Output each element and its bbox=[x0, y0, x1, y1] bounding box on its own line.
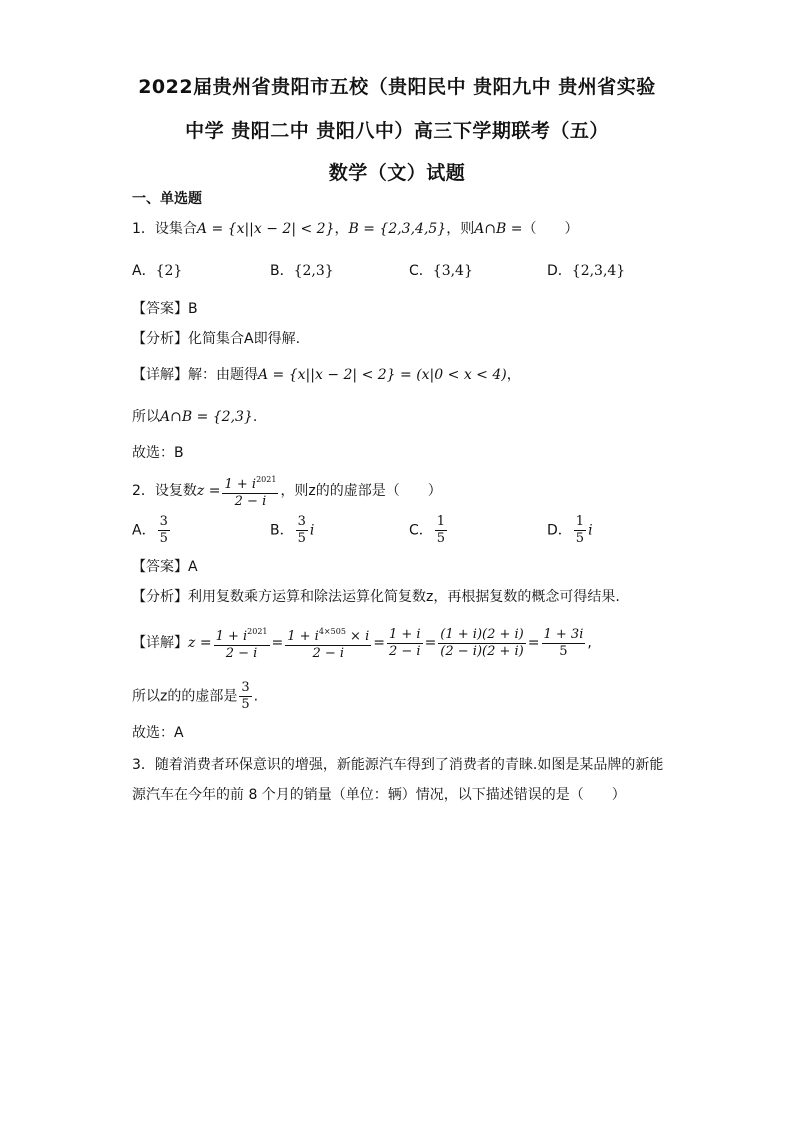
q1-set-a: A = {x||x − 2| < 2} bbox=[196, 221, 335, 237]
conclusion-text: 所以z的的虚部是 bbox=[132, 688, 238, 705]
q1-option-b bbox=[270, 260, 334, 280]
detail-tag: 【详解】 bbox=[132, 635, 188, 651]
detail-z: z = bbox=[188, 635, 212, 651]
q1-expr: A∩B = bbox=[474, 221, 523, 237]
frac-num: 1 + i bbox=[287, 629, 319, 644]
option-value: {2,3,4} bbox=[571, 263, 626, 279]
option-letter: C． bbox=[409, 263, 433, 279]
q2-option-a bbox=[132, 514, 172, 547]
option-value: {2,3} bbox=[293, 263, 334, 279]
option-letter: B． bbox=[270, 263, 294, 279]
q2-conclusion bbox=[132, 680, 258, 713]
q2-option-d bbox=[547, 514, 593, 547]
frac-num: 1 + i bbox=[388, 626, 421, 642]
analysis-text: 化简集合A即得解. bbox=[188, 331, 301, 347]
answer-tag: 【答案】 bbox=[132, 559, 188, 575]
frac-den: (2 − i)(2 + i) bbox=[440, 643, 524, 659]
q2-choice: 故选：A bbox=[132, 725, 184, 741]
option-den: 5 bbox=[575, 531, 585, 546]
q1-option-d bbox=[547, 260, 625, 280]
frac-den: 2 − i bbox=[388, 643, 421, 659]
q1-analysis bbox=[132, 328, 300, 348]
frac-num: 1 + 3i bbox=[543, 626, 584, 642]
option-num: 1 bbox=[575, 514, 585, 529]
conclusion-math: A∩B = {2,3} bbox=[160, 409, 253, 425]
frac-sup: 2021 bbox=[247, 627, 268, 636]
q1-detail bbox=[132, 364, 521, 384]
q1-option-a bbox=[132, 260, 182, 280]
frac-num: (1 + i)(2 + i) bbox=[440, 626, 524, 642]
frac-den: 2 − i bbox=[225, 646, 258, 661]
frac-den: 2 − i bbox=[312, 646, 345, 661]
detail-end: ， bbox=[506, 367, 521, 383]
option-value: {3,4} bbox=[432, 263, 473, 279]
q2-answer bbox=[132, 556, 198, 576]
conclusion-text: 所以 bbox=[132, 409, 160, 425]
q2-frac-num: 1 + i bbox=[224, 477, 257, 492]
q2-prefix: 2．设复数 bbox=[132, 483, 197, 499]
option-unit: i bbox=[309, 522, 315, 539]
answer-value: A bbox=[188, 559, 198, 575]
q2-fraction bbox=[222, 472, 278, 510]
detail-frac-2 bbox=[285, 624, 371, 662]
analysis-tag: 【分析】 bbox=[132, 331, 188, 347]
option-letter: C． bbox=[409, 522, 433, 539]
detail-frac-1 bbox=[214, 624, 270, 662]
conclusion-end: . bbox=[252, 409, 258, 425]
option-den: 5 bbox=[159, 531, 168, 546]
q2-frac-den: 2 − i bbox=[234, 494, 267, 509]
detail-text: 解：由题得 bbox=[188, 367, 258, 383]
conclusion-end: . bbox=[253, 688, 259, 705]
detail-frac-4 bbox=[438, 627, 525, 660]
title-line-1: 2022届贵州省贵阳市五校（贵阳民中 贵阳九中 贵州省实验 bbox=[138, 76, 656, 98]
detail-tag: 【详解】 bbox=[132, 367, 188, 383]
question-3-line-1: 3．随着消费者环保意识的增强，新能源汽车得到了消费者的青睐.如图是某品牌的新能 bbox=[132, 757, 664, 773]
detail-frac-5 bbox=[542, 627, 586, 660]
frac-sup: 4×505 bbox=[318, 627, 346, 636]
analysis-tag: 【分析】 bbox=[132, 589, 188, 605]
answer-tag: 【答案】 bbox=[132, 301, 188, 317]
option-num: 1 bbox=[436, 514, 446, 529]
option-num: 3 bbox=[297, 514, 306, 529]
section-heading: 一、单选题 bbox=[132, 191, 202, 207]
conclusion-den: 5 bbox=[241, 697, 250, 712]
option-letter: B． bbox=[270, 522, 294, 539]
q1-sep: ， bbox=[334, 221, 349, 237]
q1-paren: （ ） bbox=[522, 221, 579, 237]
conclusion-num: 3 bbox=[241, 680, 250, 695]
answer-value: B bbox=[188, 301, 198, 317]
option-letter: D． bbox=[547, 263, 572, 279]
option-letter: A． bbox=[132, 522, 156, 539]
q2-option-c bbox=[409, 514, 449, 547]
q1-choice: 故选：B bbox=[132, 445, 184, 461]
title-line-3: 数学（文）试题 bbox=[328, 162, 466, 184]
q1-conclusion bbox=[132, 406, 257, 426]
detail-frac-3 bbox=[387, 627, 423, 660]
q2-detail: 【详解】z = $\frac{1 + i^{2021}}{2 - i}$ = $\frac{1 + i^{4\times 505} \times i}{2 - i}$ = $\frac{1 + i}{2 - i}$ = $\frac{(1 + i)(2 + i)}{(2 - i)(2 + i)}$ = $\frac{1 + 3i}{5}$ , bbox=[132, 624, 592, 662]
question-1 bbox=[132, 218, 579, 238]
q1-answer bbox=[132, 298, 198, 318]
q1-prefix: 1．设集合 bbox=[132, 221, 197, 237]
option-letter: D． bbox=[547, 522, 572, 539]
question-2 bbox=[132, 472, 442, 510]
q1-set-b: B = {2,3,4,5} bbox=[348, 221, 447, 237]
q2-suffix: ，则z的的虚部是（ ） bbox=[280, 483, 442, 499]
question-3-line-2: 源汽车在今年的前 8 个月的销量（单位：辆）情况，以下描述错误的是（ ） bbox=[132, 787, 626, 803]
title-line-2: 中学 贵阳二中 贵阳八中）高三下学期联考（五） bbox=[185, 120, 609, 142]
q1-option-c bbox=[409, 260, 473, 280]
q2-option-b bbox=[270, 514, 314, 547]
option-den: 5 bbox=[297, 531, 306, 546]
option-letter: A． bbox=[132, 263, 156, 279]
q1-mid: ，则 bbox=[446, 221, 475, 237]
q2-frac-sup: 2021 bbox=[256, 475, 277, 484]
q2-analysis bbox=[132, 586, 620, 606]
analysis-text: 利用复数乘方运算和除法运算化简复数z，再根据复数的概念可得结果. bbox=[188, 589, 620, 605]
detail-end: , bbox=[587, 635, 592, 651]
frac-den: 5 bbox=[559, 643, 568, 659]
frac-num: 1 + i bbox=[215, 629, 248, 644]
detail-math: A = {x||x − 2| < 2} = (x|0 < x < 4) bbox=[258, 367, 507, 383]
option-num: 3 bbox=[159, 514, 168, 529]
option-value: {2} bbox=[155, 263, 183, 279]
option-unit: i bbox=[588, 522, 593, 539]
q2-z: z = bbox=[196, 483, 221, 499]
option-den: 5 bbox=[436, 531, 446, 546]
frac-tail: × i bbox=[345, 629, 370, 644]
